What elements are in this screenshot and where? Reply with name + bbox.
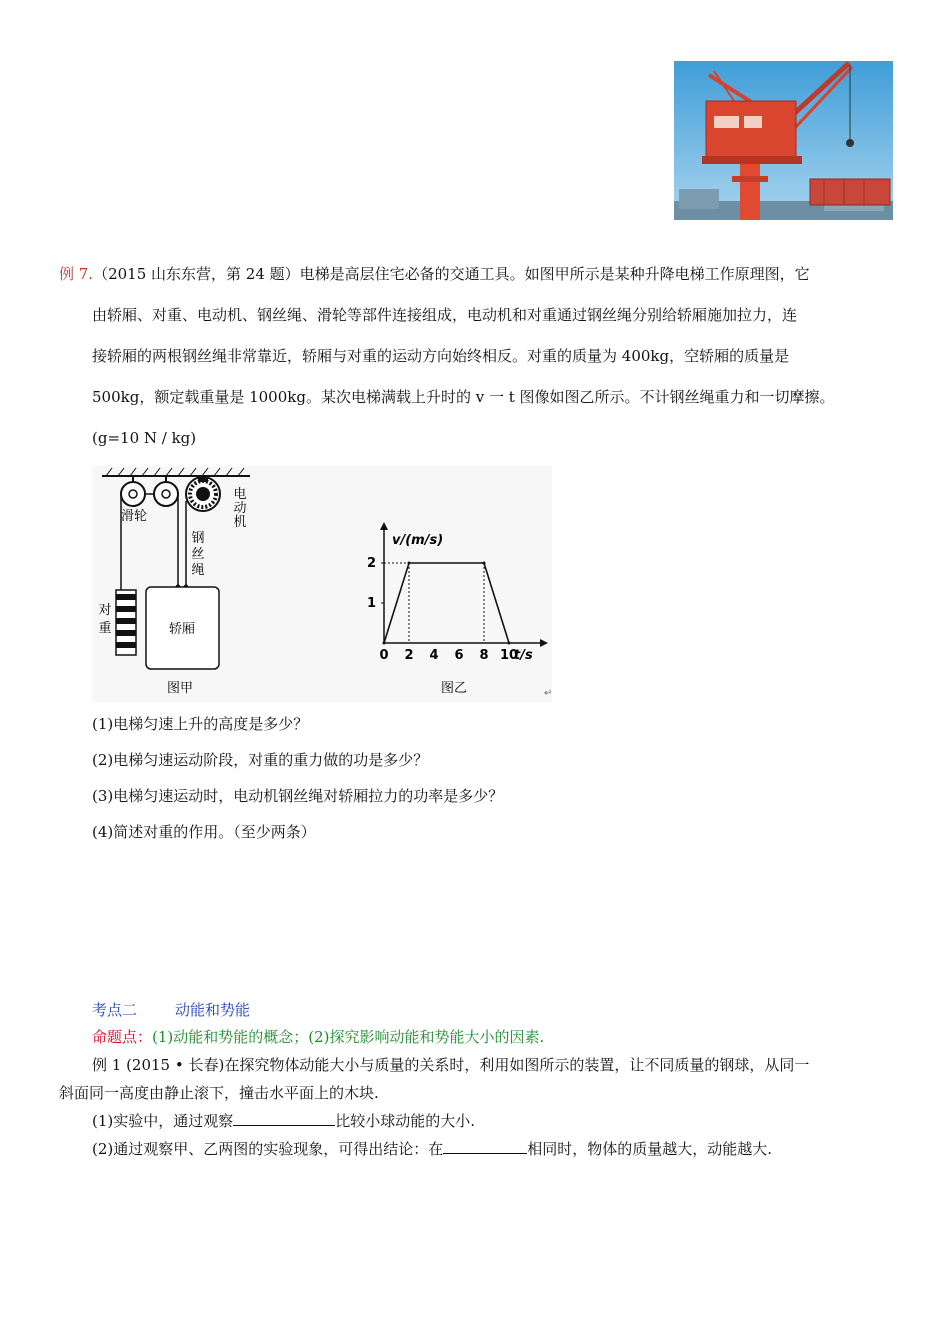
rope-label-3: 绳	[191, 563, 205, 578]
question-1: (1)电梯匀速上升的高度是多少？	[92, 715, 309, 733]
example1-q2	[92, 1139, 772, 1159]
elevator-figure	[92, 466, 552, 702]
x-axis-label: t/s	[514, 648, 533, 663]
question-3: (3)电梯匀速运动时，电动机钢丝绳对轿厢拉力的功率是多少？	[92, 787, 504, 805]
q1-before: (1)实验中，通过观察	[92, 1112, 234, 1130]
motor-label-2: 动	[233, 501, 247, 516]
example7-line4: 500kg，额定载重量是 1000kg。某次电梯满载上升时的 v 一 t 图像如图乙所示。不计钢丝绳重力和一切摩擦。	[92, 388, 835, 406]
example7-line1	[59, 264, 810, 284]
x-tick-4: 4	[429, 648, 439, 663]
counterweight	[116, 590, 136, 655]
counterweight-label-2: 重	[98, 621, 112, 636]
x-tick-2: 2	[404, 648, 414, 663]
motor-label-1: 电	[233, 487, 247, 502]
car-label: 轿厢	[168, 622, 196, 637]
x-tick-0: 0	[379, 648, 389, 663]
example1-line2: 斜面同一高度由静止滚下，撞击水平面上的木块.	[59, 1084, 379, 1102]
return-mark: ↵	[544, 688, 552, 699]
section2-title: 考点二	[92, 1001, 138, 1019]
y-tick-1: 1	[366, 596, 376, 611]
q2-after: 相同时，物体的质量越大，动能越大.	[527, 1140, 773, 1158]
data-point-1	[408, 562, 411, 565]
example7-line5: (g=10 N / kg)	[92, 429, 197, 447]
caption-jia: 图甲	[166, 681, 194, 696]
example-label: 例 7.	[59, 265, 94, 283]
example1-q1	[92, 1111, 475, 1131]
data-point-0	[383, 642, 386, 645]
q2-before: (2)通过观察甲、乙两图的实验现象，可得出结论：在	[92, 1140, 444, 1158]
data-point-3	[508, 642, 511, 645]
y-axis-label: v/(m/s)	[392, 533, 444, 548]
x-tick-6: 6	[454, 648, 464, 663]
y-tick-2: 2	[366, 556, 376, 571]
rope-label-2: 丝	[191, 547, 205, 562]
topic-line	[92, 1027, 544, 1047]
question-2: (2)电梯匀速运动阶段，对重的重力做的功是多少？	[92, 751, 429, 769]
q1-after: 比较小球动能的大小.	[335, 1112, 476, 1130]
x-tick-8: 8	[479, 648, 489, 663]
topic-label: 命题点：	[92, 1028, 153, 1046]
example7-line3: 接轿厢的两根钢丝绳非常靠近，轿厢与对重的运动方向始终相反。对重的质量为 400kg，空轿厢的质量是	[92, 347, 790, 365]
question-4: (4)简述对重的作用。（至少两条）	[92, 823, 316, 841]
section2-subtitle: 动能和势能	[175, 1001, 251, 1019]
crane-photo	[674, 61, 893, 220]
topic-text: (1)动能和势能的概念；(2)探究影响动能和势能大小的因素.	[152, 1028, 545, 1046]
x-tick-10: 10	[499, 648, 519, 663]
pulley-label: 滑轮	[120, 509, 148, 524]
counterweight-label-1: 对	[98, 603, 112, 618]
q2-answer-blank[interactable]	[443, 1139, 527, 1154]
example1-line1: 例 1 (2015 • 长春)在探究物体动能大小与质量的关系时，利用如图所示的装置，让不同质量的钢球，从同一	[92, 1056, 810, 1074]
caption-yi: 图乙	[440, 681, 468, 696]
rope-label-1: 钢	[191, 531, 205, 546]
motor-label-3: 机	[233, 515, 247, 530]
q1-answer-blank[interactable]	[233, 1111, 335, 1126]
example7-line1-text: （2015 山东东营，第 24 题）电梯是高层住宅必备的交通工具。如图甲所示是某种升降电梯工作原理图，它	[93, 265, 810, 283]
example7-line2: 由轿厢、对重、电动机、钢丝绳、滑轮等部件连接组成，电动机和对重通过钢丝绳分别给轿厢施加拉力，连	[92, 306, 798, 324]
data-point-2	[483, 562, 486, 565]
